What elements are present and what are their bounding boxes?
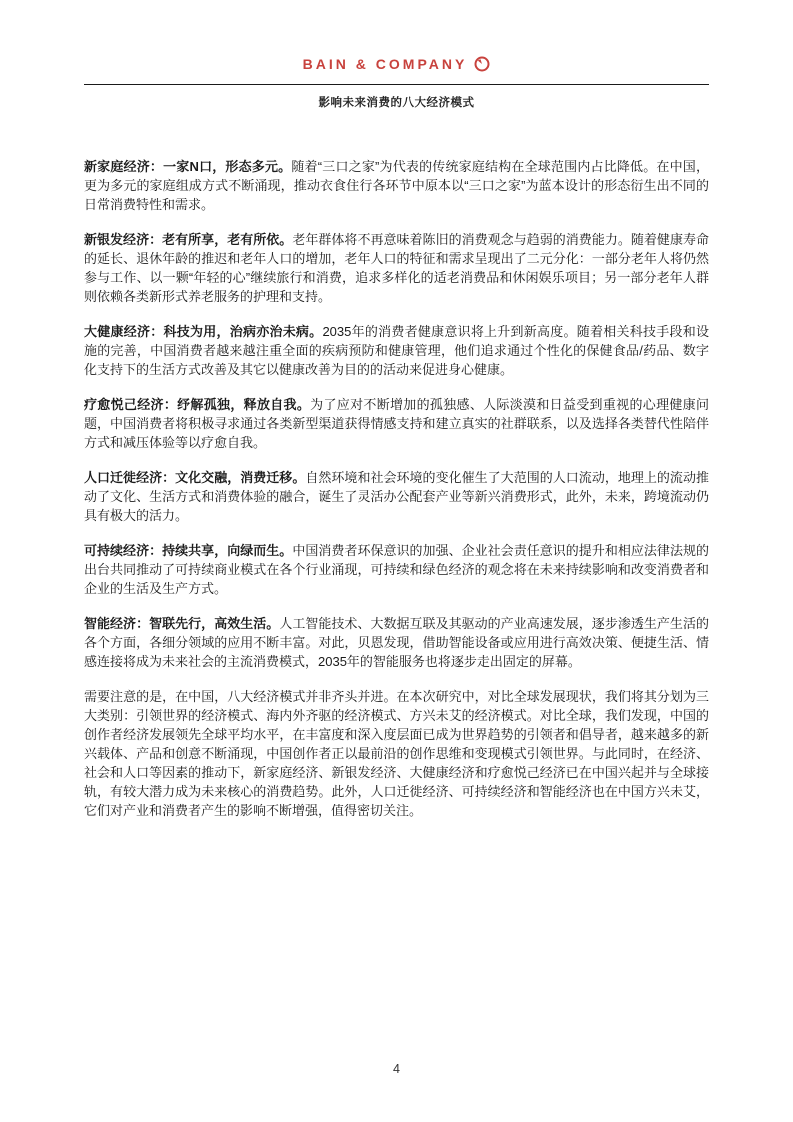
paragraph-lead: 大健康经济：科技为用，治病亦治未病。 [84, 324, 323, 339]
page-number: 4 [393, 1062, 400, 1076]
paragraph [84, 468, 709, 525]
paragraph-body: 自然环境和社会环境的变化催生了大范围的人口流动，地理上的流动推动了文化、生活方式和消费体验的融合，诞生了灵活办公配套产业等新兴消费形式，此外，未来，跨境流动仍具有极大的活力。 [84, 470, 709, 523]
paragraph-lead: 可持续经济：持续共享，向绿而生。 [84, 543, 293, 558]
paragraph-body: 老年群体将不再意味着陈旧的消费观念与趋弱的消费能力。随着健康寿命的延长、退休年龄的推迟和老年人口的增加，老年人口的特征和需求呈现出了二元分化：一部分老年人将仍然参与工作、以一颗“年轻的心”继续旅行和消费，追求多样化的适老消费品和休闲娱乐项目；另一部分老年人群则依赖各类新形式养老服务的护理和支持。 [84, 232, 709, 304]
document-body [84, 157, 709, 820]
paragraph-body: 随着“三口之家”为代表的传统家庭结构在全球范围内占比降低。在中国，更为多元的家庭组成方式不断涌现，推动衣食住行各环节中原本以“三口之家”为蓝本设计的形态衍生出不同的日常消费特性和需求。 [84, 159, 709, 212]
paragraph [84, 230, 709, 306]
paragraph [84, 614, 709, 671]
page-footer [0, 1060, 793, 1078]
paragraph-lead: 疗愈悦己经济：纾解孤独，释放自我。 [84, 397, 311, 412]
header-divider [84, 84, 709, 85]
paragraph-lead: 智能经济：智联先行，高效生活。 [84, 616, 280, 631]
page-header [0, 0, 793, 110]
paragraph-lead: 新家庭经济：一家N口，形态多元。 [84, 159, 292, 174]
bain-compass-icon [474, 56, 490, 72]
paragraph [84, 541, 709, 598]
paragraph-body: 需要注意的是，在中国，八大经济模式并非齐头并进。在本次研究中，对比全球发展现状，我们将其分划为三大类别：引领世界的经济模式、海内外齐驱的经济模式、方兴未艾的经济模式。对比全球，我们发现，中国的创作者经济发展领先全球平均水平，在丰富度和深入度层面已成为世界趋势的引领者和倡导者，越来越多的新兴载体、产品和创意不断涌现，中国创作者正以最前沿的创作思维和变现模式引领世界。与此同时，在经济、社会和人口等因素的推动下，新家庭经济、新银发经济、大健康经济和疗愈悦己经济已在中国兴起并与全球接轨，有较大潜力成为未来核心的消费趋势。此外，人口迁徙经济、可持续经济和智能经济也在中国方兴未艾，它们对产业和消费者产生的影响不断增强，值得密切关注。 [84, 689, 709, 818]
paragraph [84, 322, 709, 379]
paragraph-lead: 人口迁徙经济：文化交融，消费迁移。 [84, 470, 306, 485]
paragraph-body: 中国消费者环保意识的加强、企业社会责任意识的提升和相应法律法规的出台共同推动了可持续商业模式在各个行业涌现，可持续和绿色经济的观念将在未来持续影响和改变消费者和企业的生活及生产方式。 [84, 543, 709, 596]
paragraph [84, 157, 709, 214]
paragraph [84, 395, 709, 452]
brand-name: BAIN & COMPANY [302, 56, 468, 72]
paragraph-body: 为了应对不断增加的孤独感、人际淡漠和日益受到重视的心理健康问题，中国消费者将积极寻求通过各类新型渠道获得情感支持和建立真实的社群联系，以及选择各类替代性陪伴方式和减压体验等以疗愈自我。 [84, 397, 709, 450]
page-subtitle: 影响未来消费的八大经济模式 [318, 97, 475, 109]
paragraph [84, 687, 709, 820]
paragraph-body: 2035年的消费者健康意识将上升到新高度。随着相关科技手段和设施的完善，中国消费者越来越注重全面的疾病预防和健康管理，他们追求通过个性化的保健食品/药品、数字化支持下的生活方式改善及其它以健康改善为目的的活动来促进身心健康。 [84, 324, 709, 377]
paragraph-lead: 新银发经济：老有所享，老有所依。 [84, 232, 293, 247]
brand-logo [303, 56, 491, 72]
paragraph-body: 人工智能技术、大数据互联及其驱动的产业高速发展，逐步渗透生产生活的各个方面，各细分领域的应用不断丰富。对此，贝恩发现，借助智能设备或应用进行高效决策、便捷生活、情感连接将成为未来社会的主流消费模式，2035年的智能服务也将逐步走出固定的屏幕。 [84, 616, 709, 669]
